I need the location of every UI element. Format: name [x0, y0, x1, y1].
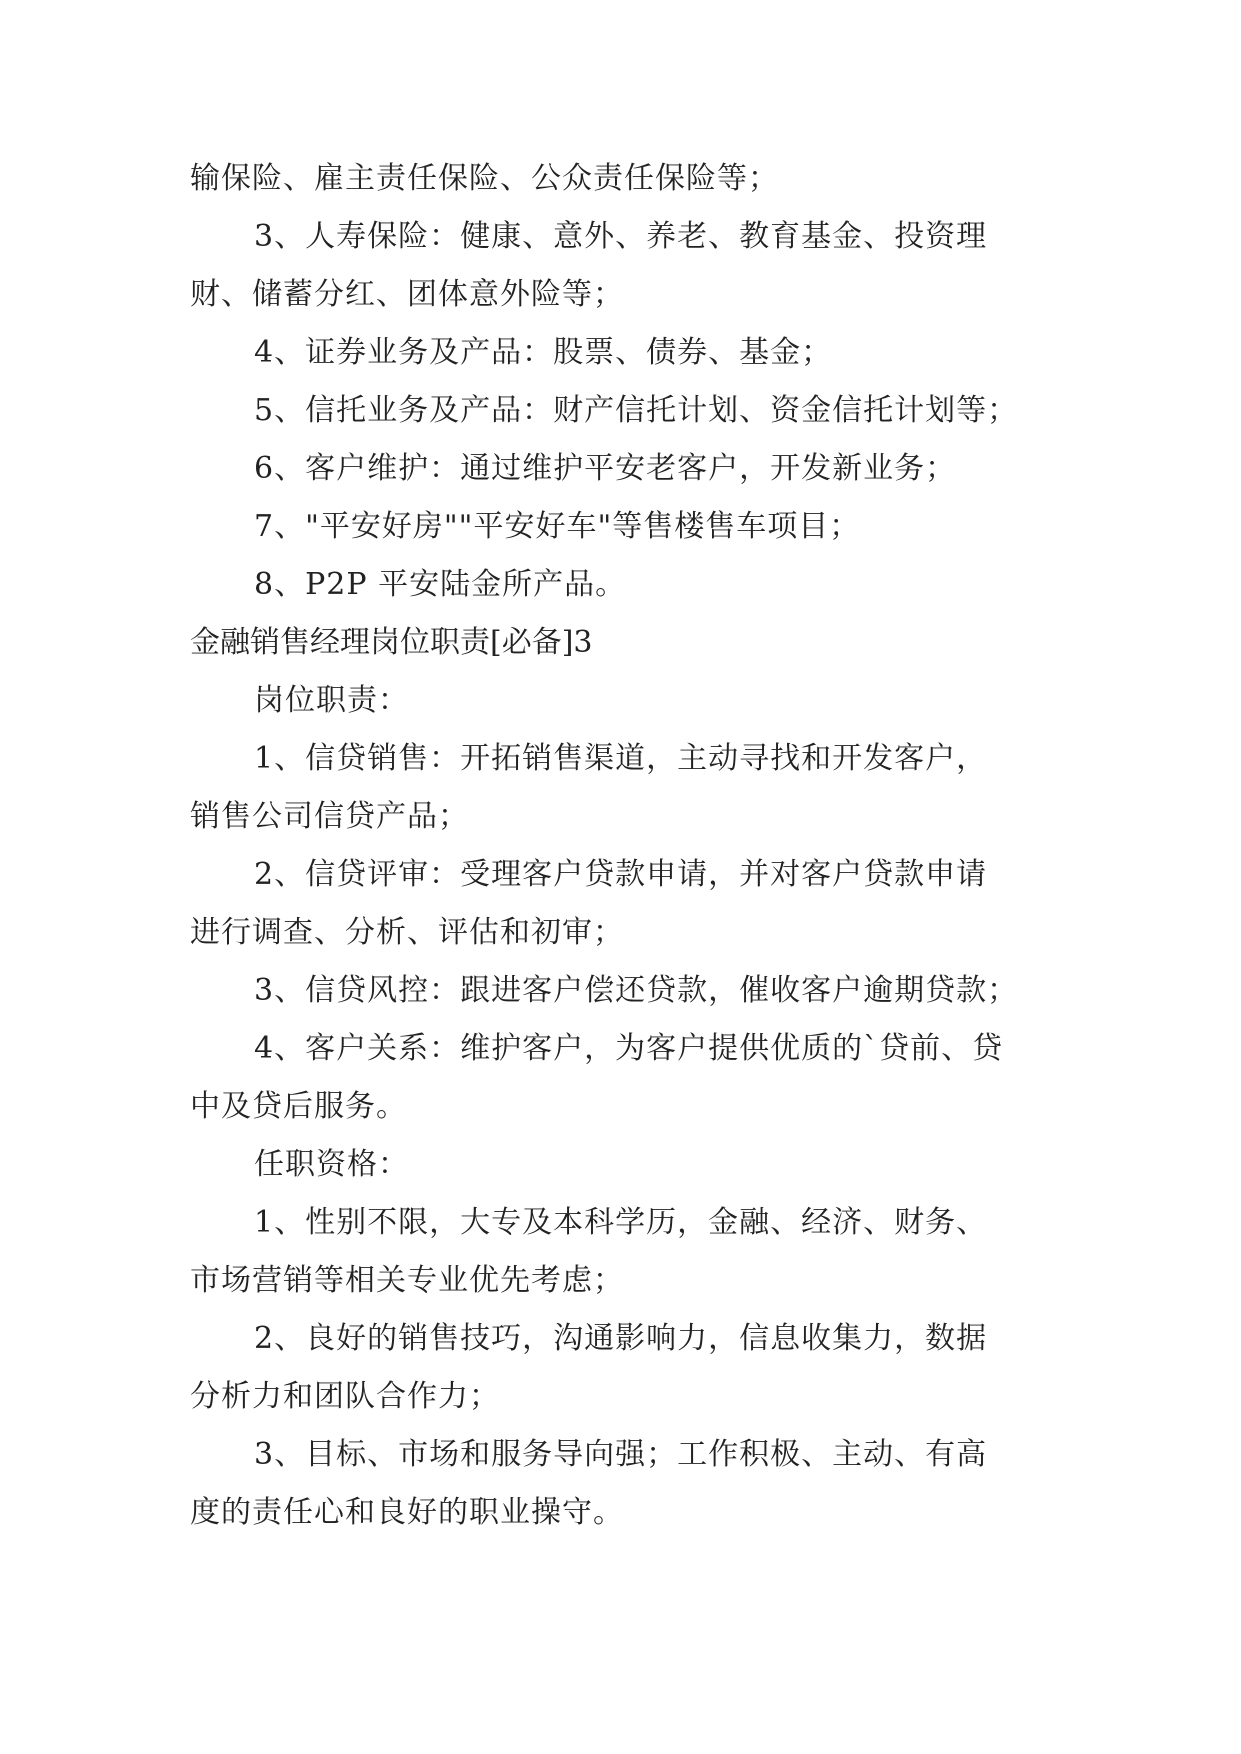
document-body: [190, 150, 1070, 1542]
paragraph-line: 分析力和团队合作力；: [190, 1379, 500, 1414]
paragraph-line: 3、目标、市场和服务导向强；工作积极、主动、有高: [254, 1437, 988, 1472]
paragraph-line: 4、客户关系：维护客户，为客户提供优质的`贷前、贷: [254, 1031, 1004, 1066]
subheading-responsibilities: 岗位职责：: [254, 683, 409, 718]
paragraph-line: 8、P2P 平安陆金所产品。: [254, 567, 627, 602]
paragraph-line: 2、良好的销售技巧，沟通影响力，信息收集力，数据: [254, 1321, 988, 1356]
paragraph-line: 度的责任心和良好的职业操守。: [190, 1495, 624, 1530]
paragraph-line: 市场营销等相关专业优先考虑；: [190, 1263, 624, 1298]
paragraph-line: 销售公司信贷产品；: [190, 799, 469, 834]
subheading-qualifications: 任职资格：: [254, 1147, 409, 1182]
paragraph-line: 财、储蓄分红、团体意外险等；: [190, 277, 624, 312]
paragraph-line: 1、信贷销售：开拓销售渠道，主动寻找和开发客户，: [254, 741, 988, 776]
paragraph-line: 中及贷后服务。: [190, 1089, 407, 1124]
paragraph-line: 1、性别不限，大专及本科学历，金融、经济、财务、: [254, 1205, 988, 1240]
paragraph-line: 5、信托业务及产品：财产信托计划、资金信托计划等；: [254, 393, 1019, 428]
paragraph-line: 7、"平安好房""平安好车"等售楼售车项目；: [254, 509, 861, 544]
paragraph-line: 进行调查、分析、评估和初审；: [190, 915, 624, 950]
section-heading: 金融销售经理岗位职责[必备]3: [190, 625, 593, 660]
paragraph-line: 2、信贷评审：受理客户贷款申请，并对客户贷款申请: [254, 857, 988, 892]
paragraph-line: 输保险、雇主责任保险、公众责任保险等；: [190, 161, 779, 196]
paragraph-line: 6、客户维护：通过维护平安老客户，开发新业务；: [254, 451, 957, 486]
paragraph-line: 4、证券业务及产品：股票、债券、基金；: [254, 335, 833, 370]
paragraph-line: 3、信贷风控：跟进客户偿还贷款，催收客户逾期贷款；: [254, 973, 1019, 1008]
paragraph-line: 3、人寿保险：健康、意外、养老、教育基金、投资理: [254, 219, 988, 254]
